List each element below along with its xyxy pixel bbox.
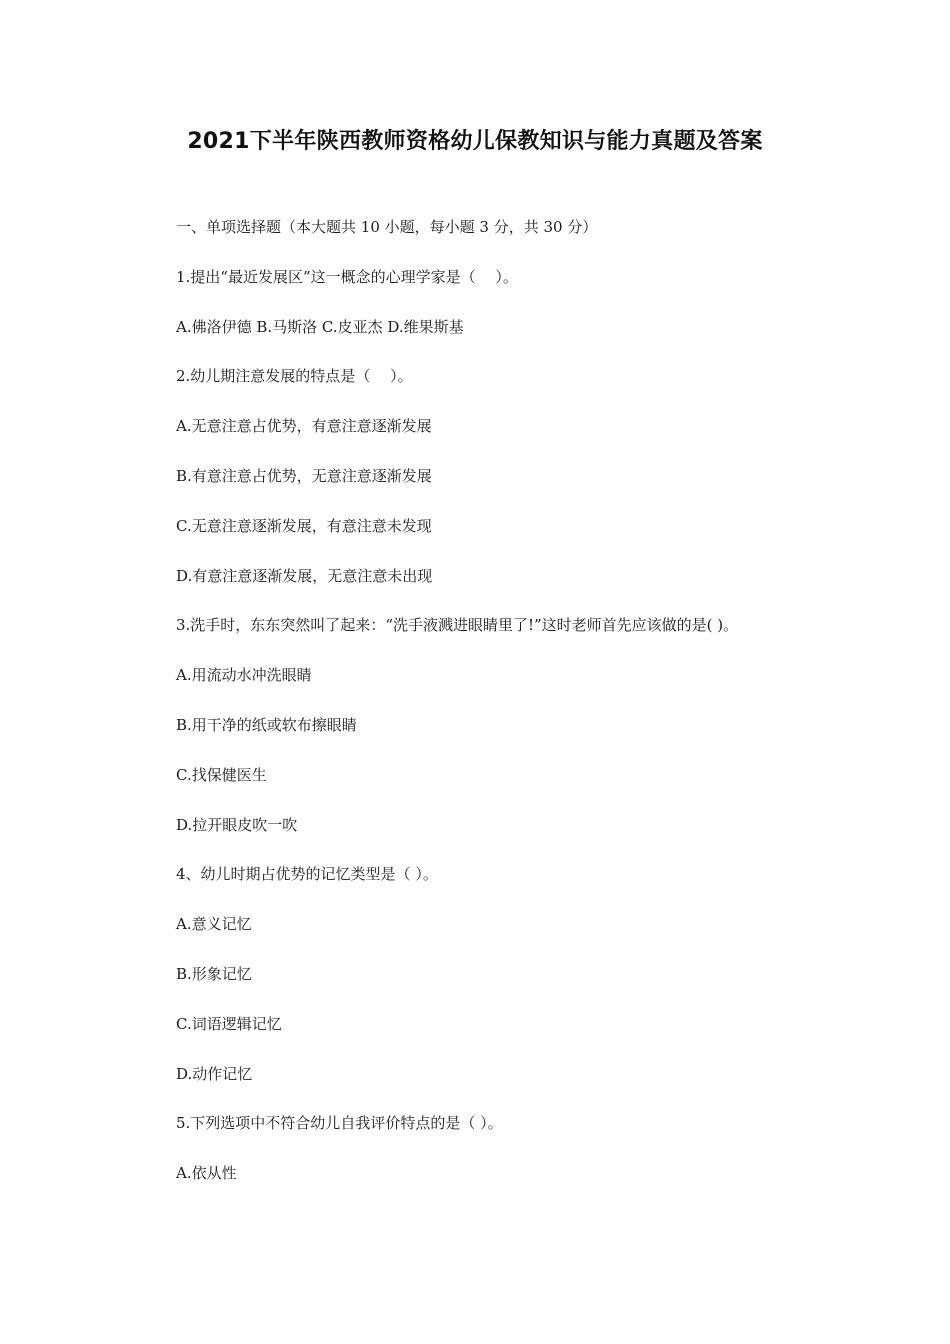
question-2: 2.幼儿期注意发展的特点是（ ）。: [176, 367, 413, 386]
document-title: 2021下半年陕西教师资格幼儿保教知识与能力真题及答案: [187, 129, 763, 154]
document-body: [176, 214, 876, 1210]
question-4-option-d: D.动作记忆: [176, 1064, 253, 1083]
question-3-option-d: D.拉开眼皮吹一吹: [176, 815, 298, 834]
question-2-option-b: B.有意注意占优势，无意注意逐渐发展: [176, 466, 432, 485]
question-4-option-c: C.词语逻辑记忆: [176, 1014, 282, 1033]
question-2-option-a: A.无意注意占优势，有意注意逐渐发展: [176, 417, 432, 436]
question-3-option-a: A.用流动水冲洗眼睛: [176, 666, 312, 685]
question-3-option-b: B.用干净的纸或软布擦眼睛: [176, 715, 357, 734]
section-heading: 一、单项选择题（本大题共 10 小题，每小题 3 分，共 30 分）: [176, 218, 598, 236]
question-4-option-b: B.形象记忆: [176, 964, 252, 983]
question-4: 4、幼儿时期占优势的记忆类型是（ ）。: [176, 865, 438, 884]
question-3-option-c: C.找保健医生: [176, 765, 267, 784]
question-5: 5.下列选项中不符合幼儿自我评价特点的是（ ）。: [176, 1114, 503, 1133]
question-1-options: A.佛洛伊德 B.马斯洛 C.皮亚杰 D.维果斯基: [176, 317, 464, 336]
question-4-option-a: A.意义记忆: [176, 915, 252, 934]
question-5-option-a: A.依从性: [176, 1164, 237, 1183]
question-2-option-d: D.有意注意逐渐发展，无意注意未出现: [176, 566, 433, 585]
question-2-option-c: C.无意注意逐渐发展，有意注意未发现: [176, 516, 432, 535]
question-3: 3.洗手时，东东突然叫了起来：“洗手液溅进眼睛里了!”这时老师首先应该做的是( )。: [176, 616, 739, 635]
question-1: 1.提出“最近发展区”这一概念的心理学家是（ ）。: [176, 267, 518, 286]
